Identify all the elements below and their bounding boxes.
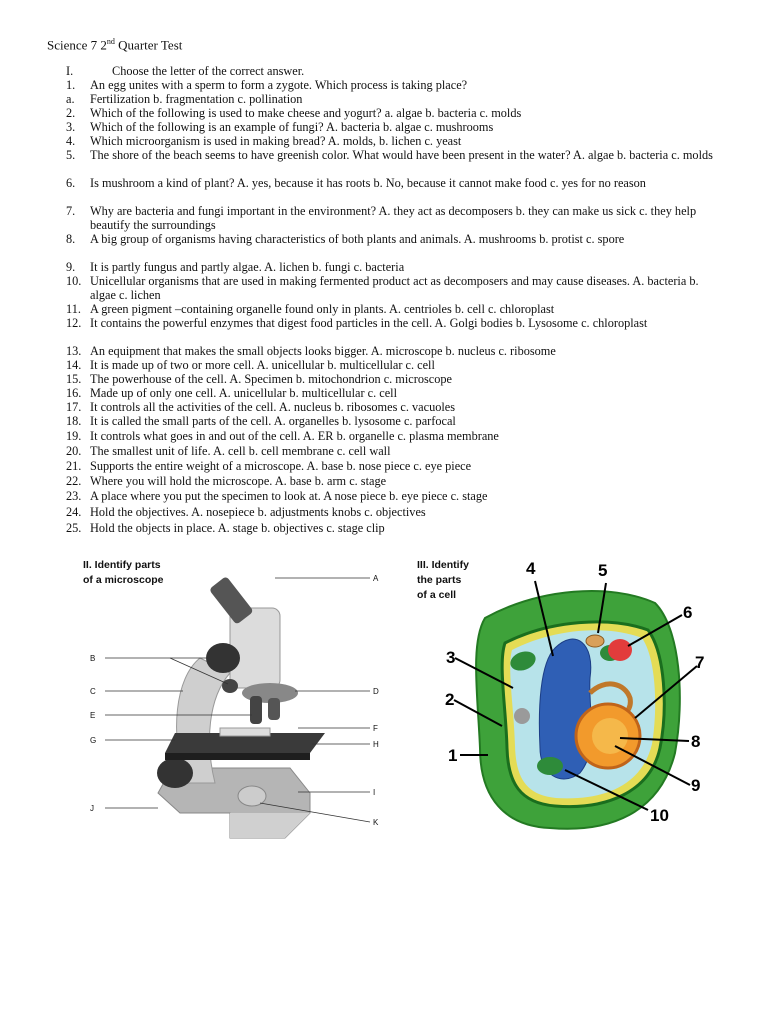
cell-num-7: 7 [695,653,705,672]
question-item [66,260,726,274]
question-text: Fertilization b. fragmentation c. pollination [90,92,303,106]
question-text: A green pigment –containing organelle found only in plants. A. centrioles b. cell c. chloroplast [90,302,555,316]
question-text: Hold the objects in place. A. stage b. objectives c. stage clip [90,521,385,535]
label-g: G [90,736,97,745]
question-item [66,204,726,232]
question-item [66,400,726,414]
question-item [66,429,726,443]
question-number: 22. [66,474,82,488]
question-text: Where you will hold the microscope. A. base b. arm c. stage [90,474,387,488]
cell-num-9: 9 [691,776,701,795]
question-item [66,78,726,92]
question-item [66,316,726,330]
question-number: 18. [66,414,82,428]
cell-num-6: 6 [683,603,693,622]
question-item [66,489,726,503]
question-number: 14. [66,358,82,372]
cell-num-8: 8 [691,732,701,751]
mitochondrion [586,635,604,647]
chloroplast-2 [537,757,563,775]
question-text: Is mushroom a kind of plant? A. yes, because it has roots b. No, because it cannot make food c. yes for no reason [90,176,646,190]
question-item [66,372,726,386]
label-e: E [90,711,96,720]
label-i: I [373,788,376,797]
question-text: The powerhouse of the cell. A. Specimen b. mitochondrion c. microscope [90,372,452,386]
question-number: 20. [66,444,82,458]
question-text: Made up of only one cell. A. unicellular b. multicellular c. cell [90,386,397,400]
question-number: a. [66,92,75,106]
question-item [66,120,726,134]
label-c: C [90,687,96,696]
question-number: 10. [66,274,82,288]
question-number: 13. [66,344,82,358]
question-number: 5. [66,148,76,162]
question-item [66,92,726,106]
stage-edge [165,753,310,760]
stage-knob [157,758,193,788]
question-item [66,358,726,372]
objective-2 [268,698,280,720]
question-number: 3. [66,120,76,134]
question-text: It is partly fungus and partly algae. A. lichen b. fungi c. bacteria [90,260,405,274]
question-item [66,134,726,148]
question-number: 9. [66,260,76,274]
question-number: 1. [66,78,76,92]
question-number: 24. [66,505,82,519]
microscope-diagram [80,548,400,848]
question-number: 2. [66,106,76,120]
question-item [66,444,726,458]
question-item [66,505,726,519]
label-j: J [90,804,94,813]
cell-num-2: 2 [445,690,455,709]
cell-num-3: 3 [446,648,456,667]
label-a: A [373,574,379,583]
question-text: It contains the powerful enzymes that digest food particles in the cell. A. Golgi bodies b. Lysosome c. chloroplast [90,316,648,330]
question-number: 15. [66,372,82,386]
question-text: Unicellular organisms that are used in making fermented product act as decomposers and may cause diseases. A. bacteria b. algae c. lichen [90,274,699,302]
question-number: 6. [66,176,76,190]
question-text: The smallest unit of life. A. cell b. cell membrane c. cell wall [90,444,391,458]
question-text: It controls all the activities of the cell. A. nucleus b. ribosomes c. vacuoles [90,400,456,414]
label-d: D [373,687,379,696]
question-number: 12. [66,316,82,330]
section-instruction [66,64,726,78]
question-item [66,521,726,535]
question-number: 16. [66,386,82,400]
label-b: B [90,654,96,663]
question-text: A big group of organisms having characteristics of both plants and animals. A. mushrooms b. protist c. spore [90,232,625,246]
question-text: It is made up of two or more cell. A. unicellular b. multicellular c. cell [90,358,435,372]
page-title: Science 7 2nd Quarter Test [47,37,183,53]
question-number: 4. [66,134,76,148]
question-text: A place where you put the specimen to look at. A nose piece b. eye piece c. stage [90,489,488,503]
coarse-knob [206,643,240,673]
question-text: Hold the objectives. A. nosepiece b. adjustments knobs c. objectives [90,505,426,519]
cell-num-4: 4 [526,559,536,578]
cell-heading: III. Identify the parts of a cell [417,559,469,601]
question-text: An equipment that makes the small objects looks bigger. A. microscope b. nucleus c. ribosome [90,344,556,358]
question-text: An egg unites with a sperm to form a zygote. Which process is taking place? [90,78,468,92]
question-item [66,414,726,428]
label-f: F [373,724,378,733]
label-k: K [373,818,379,827]
question-number: 21. [66,459,82,473]
question-item [66,274,726,302]
label-h: H [373,740,379,749]
question-item [66,232,726,246]
question-item [66,106,726,120]
vesicle [514,708,530,724]
question-item [66,176,726,190]
question-item [66,386,726,400]
cell-num-5: 5 [598,561,608,580]
question-text: Which of the following is used to make cheese and yogurt? a. algae b. bacteria c. molds [90,106,522,120]
objective-1 [250,696,262,724]
fine-knob [222,679,238,693]
question-number: 19. [66,429,82,443]
question-text: It controls what goes in and out of the cell. A. ER b. organelle c. plasma membrane [90,429,499,443]
question-item [66,459,726,473]
cell-num-1: 1 [448,746,458,765]
question-number: 17. [66,400,82,414]
question-item [66,344,726,358]
slide [220,728,270,736]
plant-cell-diagram [410,548,725,838]
question-number: 8. [66,232,76,246]
question-text: The shore of the beach seems to have greenish color. What would have been present in the water? A. algae b. bacteria c. molds [90,148,713,162]
microscope-heading: II. Identify parts of a microscope [83,559,164,586]
question-text: Which microorganism is used in making bread? A. molds, b. lichen c. yeast [90,134,462,148]
question-text: Supports the entire weight of a microscope. A. base b. nose piece c. eye piece [90,459,472,473]
question-number: 11. [66,302,81,316]
question-number: 25. [66,521,82,535]
question-text: Choose the letter of the correct answer. [112,64,305,78]
question-number: 23. [66,489,82,503]
question-text: It is called the small parts of the cell. A. organelles b. lysosome c. parfocal [90,414,456,428]
question-item [66,474,726,488]
question-item [66,148,726,162]
golgi-body [608,639,632,661]
nucleolus [592,718,628,754]
question-number: 7. [66,204,76,218]
question-text: Why are bacteria and fungi important in the environment? A. they act as decomposers b. they can make us sick c. they help beautify the surroundings [90,204,697,232]
cell-num-10: 10 [650,806,669,825]
question-text: Which of the following is an example of fungi? A. bacteria b. algae c. mushrooms [90,120,494,134]
question-number: I. [66,64,74,78]
question-item [66,302,726,316]
